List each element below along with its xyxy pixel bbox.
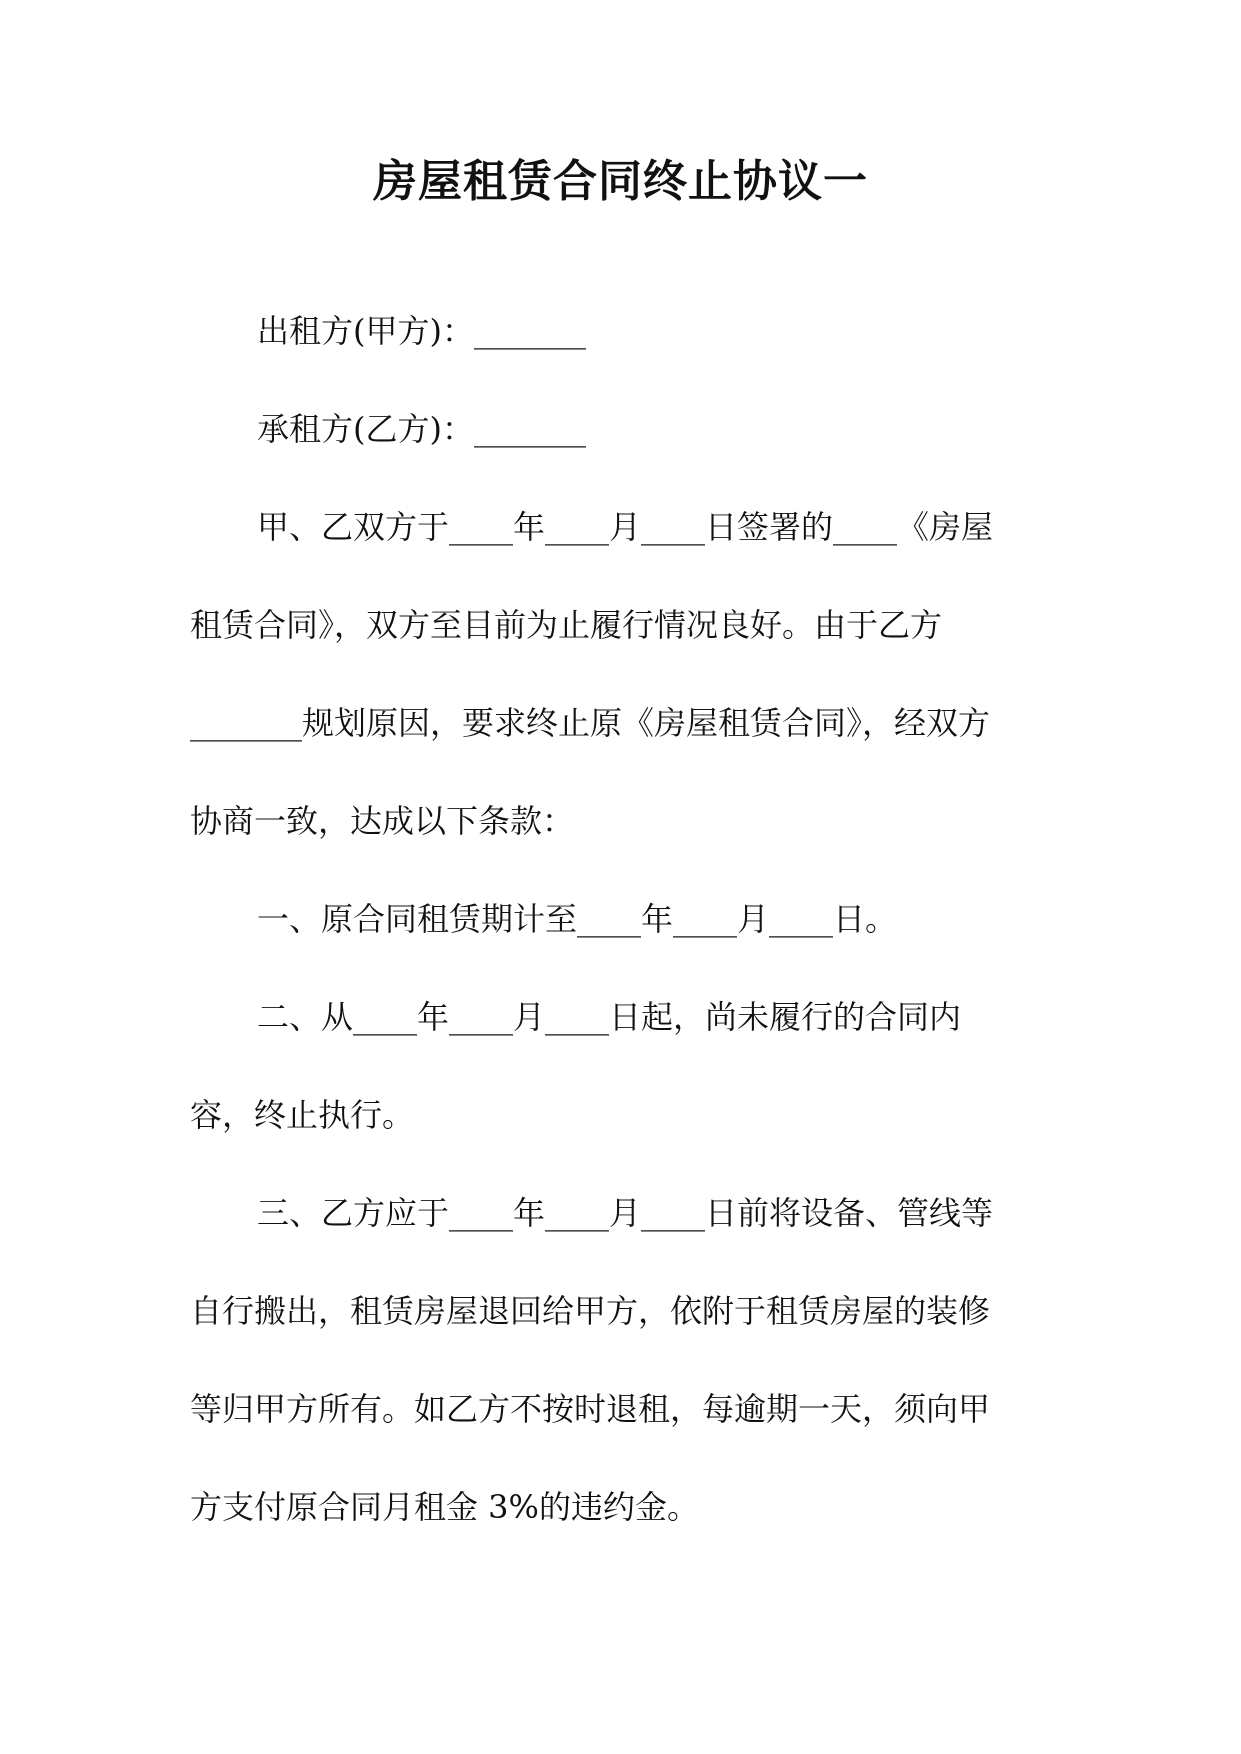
clause-3-line-4: 方支付原合同月租金 3%的违约金。	[190, 1488, 699, 1526]
paragraph-intro-line-3: _______规划原因，要求终止原《房屋租赁合同》，经双方	[190, 704, 991, 742]
paragraph-intro-line-1: 甲、乙双方于____年____月____日签署的____《房屋	[257, 508, 994, 546]
lessor-line: 出租方(甲方)：_______	[257, 312, 586, 350]
clause-1: 一、原合同租赁期计至____年____月____日。	[257, 900, 898, 938]
clause-2-line-1: 二、从____年____月____日起，尚未履行的合同内	[257, 998, 962, 1036]
paragraph-intro-line-2: 租赁合同》，双方至目前为止履行情况良好。由于乙方	[190, 606, 943, 644]
clause-3-line-1: 三、乙方应于____年____月____日前将设备、管线等	[257, 1194, 994, 1232]
paragraph-intro-line-4: 协商一致，达成以下条款：	[190, 802, 575, 840]
lessee-line: 承租方(乙方)：_______	[257, 410, 586, 448]
document-title: 房屋租赁合同终止协议一	[373, 156, 868, 207]
clause-3-line-2: 自行搬出，租赁房屋退回给甲方，依附于租赁房屋的装修	[190, 1292, 991, 1330]
clause-3-line-3: 等归甲方所有。如乙方不按时退租，每逾期一天，须向甲	[190, 1390, 991, 1428]
clause-2-line-2: 容，终止执行。	[190, 1096, 415, 1134]
